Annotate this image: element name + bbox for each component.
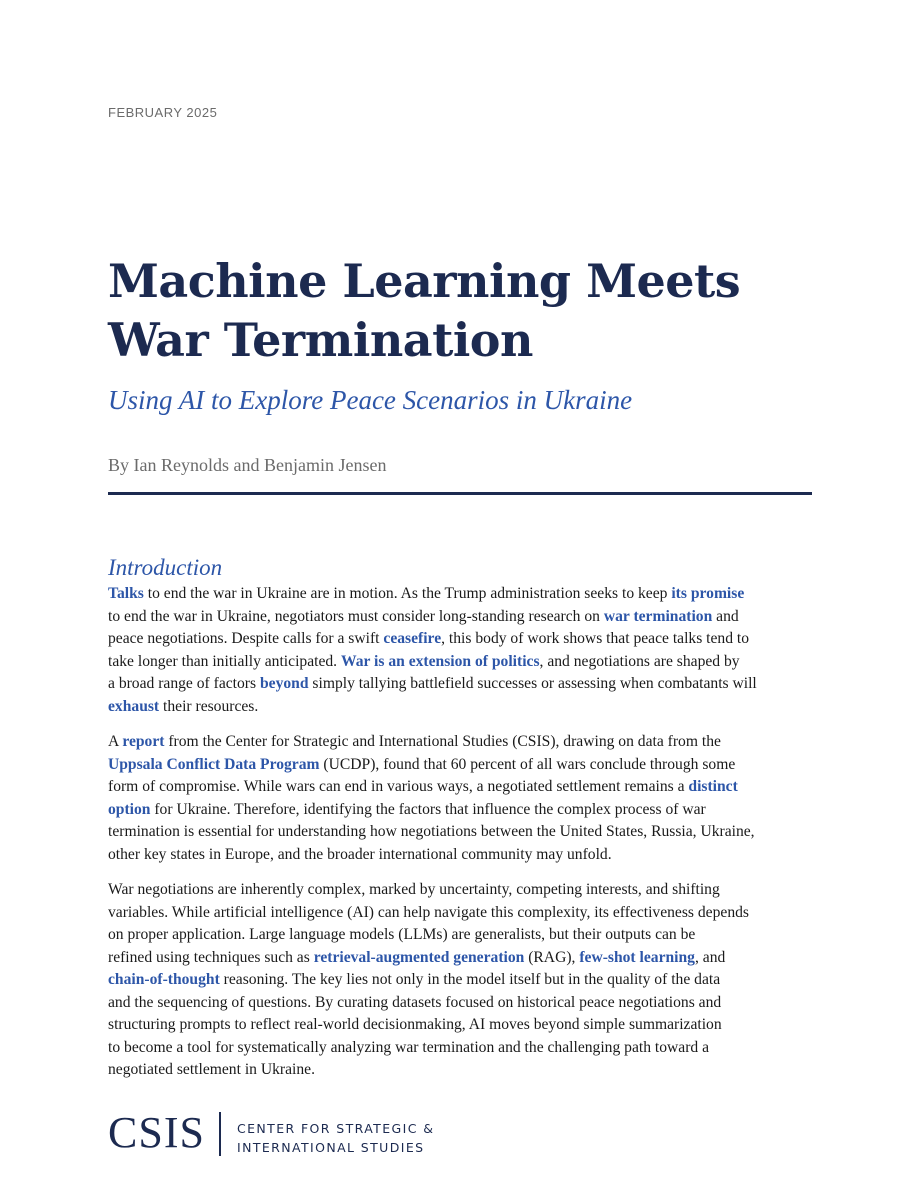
link-report[interactable]: report bbox=[122, 733, 165, 750]
link-chain-of-thought[interactable]: chain-of-thought bbox=[108, 971, 220, 988]
title-divider bbox=[108, 492, 812, 495]
paragraph-2 bbox=[108, 731, 820, 866]
link-war-termination[interactable]: war termination bbox=[603, 607, 713, 625]
text-line bbox=[108, 651, 820, 674]
text-line bbox=[108, 754, 820, 777]
text-run: (RAG), bbox=[524, 948, 580, 966]
link-war-is-extension-of-politics[interactable]: War is an extension of politics bbox=[340, 652, 540, 670]
text-run: a broad range of factors bbox=[108, 675, 260, 692]
text-line: termination is essential for understanding how negotiations between the United States, Russia, Ukraine, bbox=[108, 823, 755, 840]
link-distinct-option[interactable]: distinct bbox=[688, 778, 738, 795]
text-run: (UCDP), found that 60 percent of all wars conclude through some bbox=[319, 755, 736, 773]
text-run: reasoning. The key lies not only in the model itself but in the quality of the data bbox=[219, 971, 721, 988]
text-line: negotiated settlement in Ukraine. bbox=[108, 1061, 315, 1078]
link-few-shot-learning[interactable]: few-shot learning bbox=[579, 948, 695, 966]
text-run: , and negotiations are shaped by bbox=[539, 652, 740, 670]
section-heading-introduction: Introduction bbox=[108, 555, 223, 580]
logo-divider bbox=[219, 1112, 221, 1156]
text-run: , this body of work shows that peace talks tend to bbox=[441, 630, 750, 647]
text-line bbox=[108, 583, 820, 606]
link-ceasefire[interactable]: ceasefire bbox=[383, 630, 442, 647]
text-line: to become a tool for systematically analyzing war termination and the challenging path toward a bbox=[108, 1038, 710, 1056]
paragraph-1 bbox=[108, 583, 820, 718]
text-run: to end the war in Ukraine are in motion. As the Trump administration seeks to keep bbox=[143, 585, 672, 602]
report-subtitle: Using AI to Explore Peace Scenarios in Ukraine bbox=[108, 385, 633, 415]
text-run: for Ukraine. Therefore, identifying the factors that influence the complex process of war bbox=[150, 800, 706, 818]
text-line: War negotiations are inherently complex, marked by uncertainty, competing interests, and shifting bbox=[108, 881, 720, 898]
text-run: , and bbox=[694, 948, 726, 966]
text-run: from the Center for Strategic and International Studies (CSIS), drawing on data from the bbox=[164, 733, 721, 750]
paragraph-3 bbox=[108, 879, 820, 1082]
text-line: other key states in Europe, and the broader international community may unfold. bbox=[108, 845, 612, 863]
link-uppsala-conflict-data-program[interactable]: Uppsala Conflict Data Program bbox=[108, 755, 320, 773]
text-run: and bbox=[712, 607, 739, 625]
link-beyond[interactable]: beyond bbox=[259, 675, 309, 692]
text-run: to end the war in Ukraine, negotiators must consider long-standing research on bbox=[108, 607, 604, 625]
link-its-promise[interactable]: its promise bbox=[671, 585, 745, 602]
link-talks[interactable]: Talks bbox=[108, 585, 144, 602]
text-line bbox=[108, 799, 820, 822]
text-line bbox=[108, 969, 820, 992]
title-line-2: War Termination bbox=[108, 313, 533, 367]
organization-name bbox=[237, 1119, 434, 1157]
text-run: A bbox=[108, 733, 123, 750]
text-line bbox=[108, 696, 820, 719]
text-line: structuring prompts to reflect real-world decisionmaking, AI moves beyond simple summarization bbox=[108, 1016, 722, 1033]
text-line bbox=[108, 947, 820, 970]
title-line-1: Machine Learning Meets bbox=[108, 254, 741, 308]
link-exhaust[interactable]: exhaust bbox=[108, 697, 160, 715]
text-run: form of compromise. While wars can end in various ways, a negotiated settlement remains a bbox=[108, 778, 689, 795]
text-line bbox=[108, 606, 820, 629]
text-line bbox=[108, 673, 820, 696]
report-date: FEBRUARY 2025 bbox=[108, 105, 218, 120]
report-title bbox=[108, 252, 808, 370]
link-retrieval-augmented-generation[interactable]: retrieval-augmented generation bbox=[313, 948, 525, 966]
text-run: simply tallying battlefield successes or assessing when combatants will bbox=[308, 675, 757, 692]
body-text bbox=[108, 583, 820, 1095]
text-line bbox=[108, 628, 820, 651]
byline: By Ian Reynolds and Benjamin Jensen bbox=[108, 455, 387, 475]
text-line: and the sequencing of questions. By curating datasets focused on historical peace negotiations and bbox=[108, 993, 722, 1011]
text-run: their resources. bbox=[159, 697, 259, 715]
organization-name-line-1: CENTER FOR STRATEGIC & bbox=[237, 1121, 435, 1136]
text-run: take longer than initially anticipated. bbox=[108, 652, 341, 670]
text-line: variables. While artificial intelligence (AI) can help navigate this complexity, its effectiveness depends bbox=[108, 903, 749, 921]
text-run: peace negotiations. Despite calls for a swift bbox=[108, 630, 384, 647]
csis-wordmark: CSIS bbox=[108, 1108, 205, 1157]
link-distinct-option-cont[interactable]: option bbox=[108, 800, 151, 818]
text-line bbox=[108, 731, 820, 754]
organization-name-line-2: INTERNATIONAL STUDIES bbox=[237, 1140, 425, 1155]
text-line bbox=[108, 776, 820, 799]
text-run: refined using techniques such as bbox=[108, 948, 314, 966]
text-line: on proper application. Large language models (LLMs) are generalists, but their outputs can be bbox=[108, 926, 696, 943]
